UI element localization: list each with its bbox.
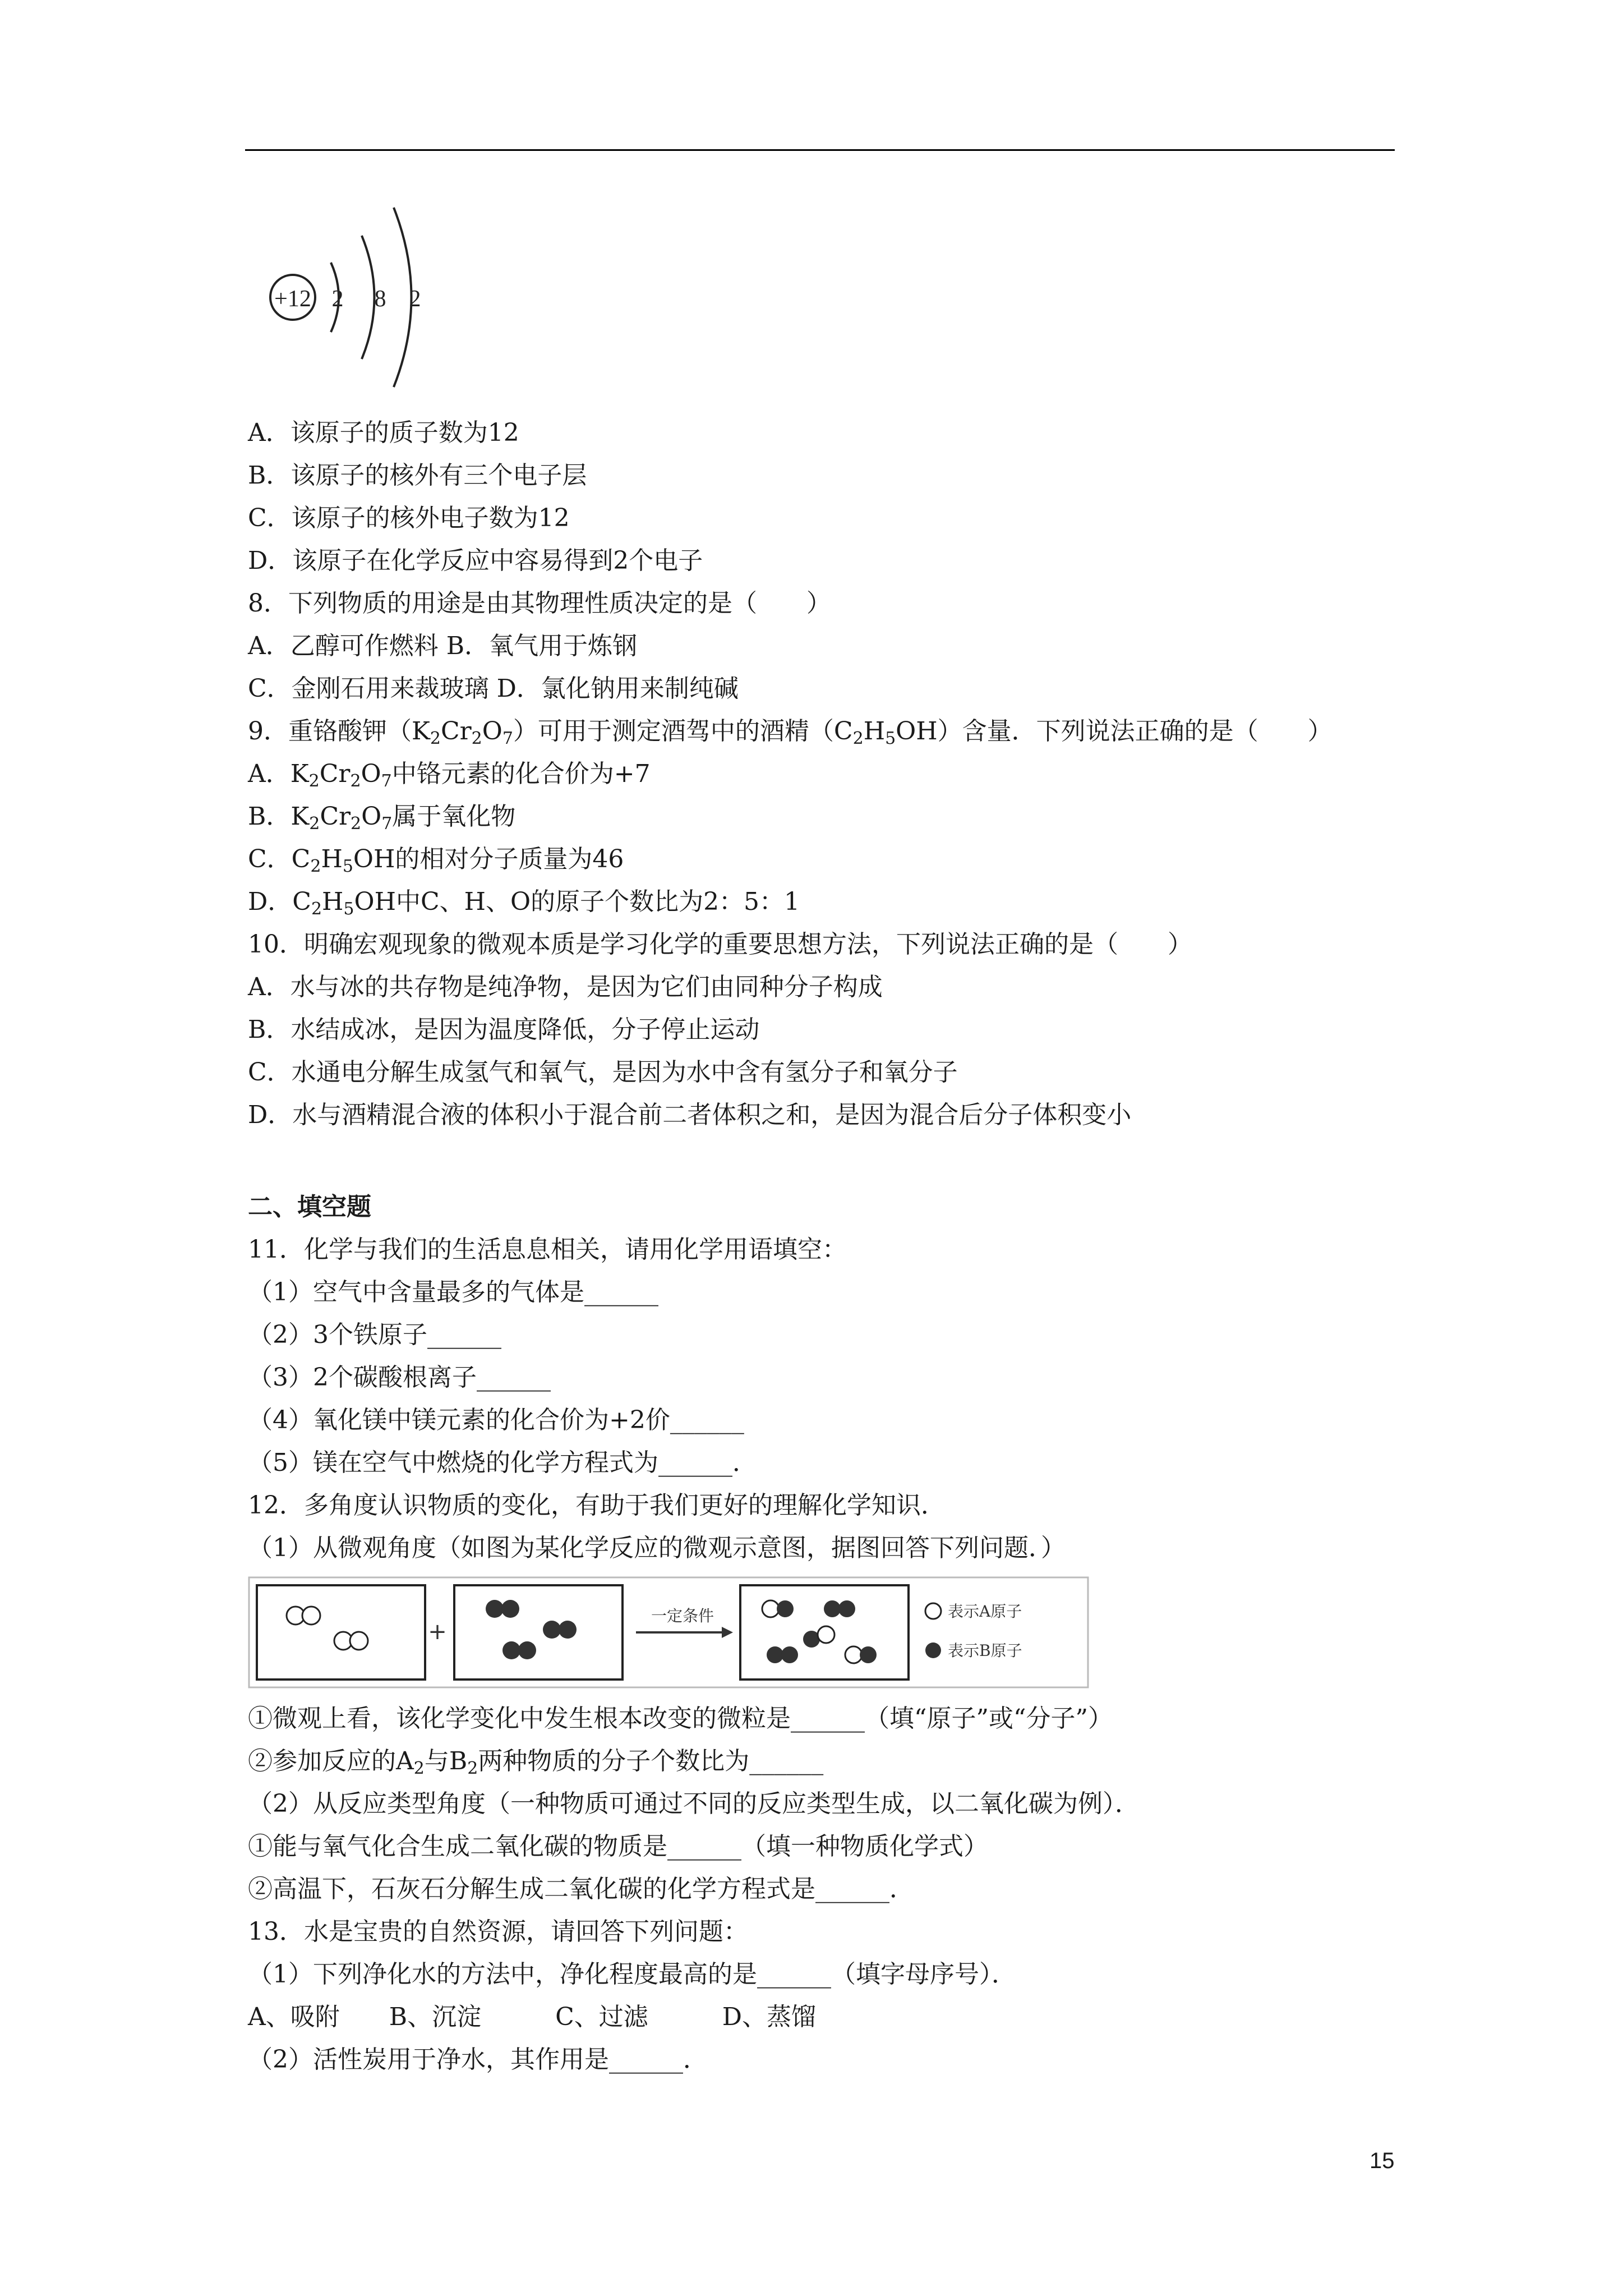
- section-title: 二、填空题: [248, 1193, 371, 1221]
- q12-sub-2: ②参加反应的$A_2$与$B_2$两种物质的分子个数比为______: [248, 1747, 824, 1778]
- q9-option-c: C．$C_2H_5OH$的相对分子质量为46: [248, 845, 624, 876]
- shell-1-count: 2: [331, 286, 344, 312]
- q8-options-ab: A．乙醇可作燃料 B．氧气用于炼钢: [248, 632, 638, 660]
- q10-option-a: A．水与冰的共存物是纯净物，是因为它们由同种分子构成: [248, 973, 883, 1001]
- q9-option-d: D．$C_2H_5OH$中C、H、O的原子个数比为2：5：1: [248, 887, 800, 919]
- q7-option-b: B．该原子的核外有三个电子层: [248, 461, 587, 490]
- q11-stem: 11．化学与我们的生活息息相关，请用化学用语填空：: [248, 1235, 847, 1264]
- q10-stem: 10．明确宏观现象的微观本质是学习化学的重要思想方法，下列说法正确的是（ ）: [248, 930, 1192, 959]
- q12-part-1: （1）从微观角度（如图为某化学反应的微观示意图，据图回答下列问题．）: [248, 1534, 1066, 1562]
- reactant-box-b2: [454, 1585, 623, 1680]
- q13-stem: 13．水是宝贵的自然资源，请回答下列问题：: [248, 1917, 748, 1946]
- page-number: 15: [1370, 2148, 1395, 2173]
- q12-sub-4: ②高温下，石灰石分解生成二氧化碳的化学方程式是______．: [248, 1875, 914, 1903]
- q11-item-1: （1）空气中含量最多的气体是______: [248, 1278, 658, 1306]
- q8-stem: 8．下列物质的用途是由其物理性质决定的是（ ）: [248, 589, 831, 618]
- q11-item-2: （2）3个铁原子______: [248, 1320, 501, 1349]
- nucleus-charge: +12: [274, 286, 311, 312]
- header-rule: [245, 149, 1395, 151]
- q13-options: A、吸附 B、沉淀 C、过滤 D、蒸馏: [248, 2003, 817, 2031]
- q11-item-5: （5）镁在空气中燃烧的化学方程式为______．: [248, 1448, 757, 1477]
- q12-stem: 12．多角度认识物质的变化，有助于我们更好的理解化学知识．: [248, 1491, 946, 1520]
- q10-option-d: D．水与酒精混合液的体积小于混合前二者体积之和，是因为混合后分子体积变小: [248, 1101, 1132, 1129]
- q12-sub-3: ①能与氧气化合生成二氧化碳的物质是______（填一种物质化学式）: [248, 1832, 988, 1861]
- q8-options-cd: C．金刚石用来裁玻璃 D．氯化钠用来制纯碱: [248, 674, 739, 703]
- legend-a-atom: 表示A原子: [948, 1602, 1022, 1621]
- q9-option-b: B．$K_2Cr_2O_7$属于氧化物: [248, 802, 516, 834]
- q11-item-3: （3）2个碳酸根离子______: [248, 1363, 551, 1392]
- reaction-micro-diagram: [248, 1576, 1089, 1688]
- legend-b-atom: 表示B原子: [948, 1641, 1022, 1660]
- q9-option-a: A．$K_2Cr_2O_7$中铬元素的化合价为+7: [248, 760, 651, 791]
- q12-sub-1: ①微观上看，该化学变化中发生根本改变的微粒是______（填“原子”或“分子”）: [248, 1704, 1113, 1733]
- q7-option-d: D．该原子在化学反应中容易得到2个电子: [248, 546, 703, 575]
- atom-structure-diagram: [247, 196, 443, 395]
- q7-option-c: C．该原子的核外电子数为12: [248, 504, 570, 532]
- q12-part-2: （2）从反应类型角度（一种物质可通过不同的反应类型生成，以二氧化碳为例）．: [248, 1789, 1140, 1818]
- shell-3-count: 2: [409, 286, 421, 312]
- q10-option-c: C．水通电分解生成氢气和氧气，是因为水中含有氢分子和氧分子: [248, 1058, 958, 1087]
- q10-option-b: B．水结成冰，是因为温度降低，分子停止运动: [248, 1015, 760, 1044]
- plus-sign: +: [428, 1619, 447, 1645]
- q13-part-2: （2）活性炭用于净水，其作用是______．: [248, 2045, 708, 2074]
- reaction-condition: 一定条件: [651, 1607, 714, 1625]
- q11-item-4: （4）氧化镁中镁元素的化合价为+2价______: [248, 1406, 744, 1434]
- q7-option-a: A．该原子的质子数为12: [248, 418, 519, 447]
- q9-stem: 9．重铬酸钾$(K_2Cr_2O_7)$可用于测定酒驾中的酒精$(C_2H_5OH)$含量．下列说法正确的是（ ）: [248, 717, 1332, 748]
- shell-2-count: 8: [374, 286, 386, 312]
- q13-part-1: （1）下列净化水的方法中，净化程度最高的是______（填字母序号）．: [248, 1960, 1016, 1989]
